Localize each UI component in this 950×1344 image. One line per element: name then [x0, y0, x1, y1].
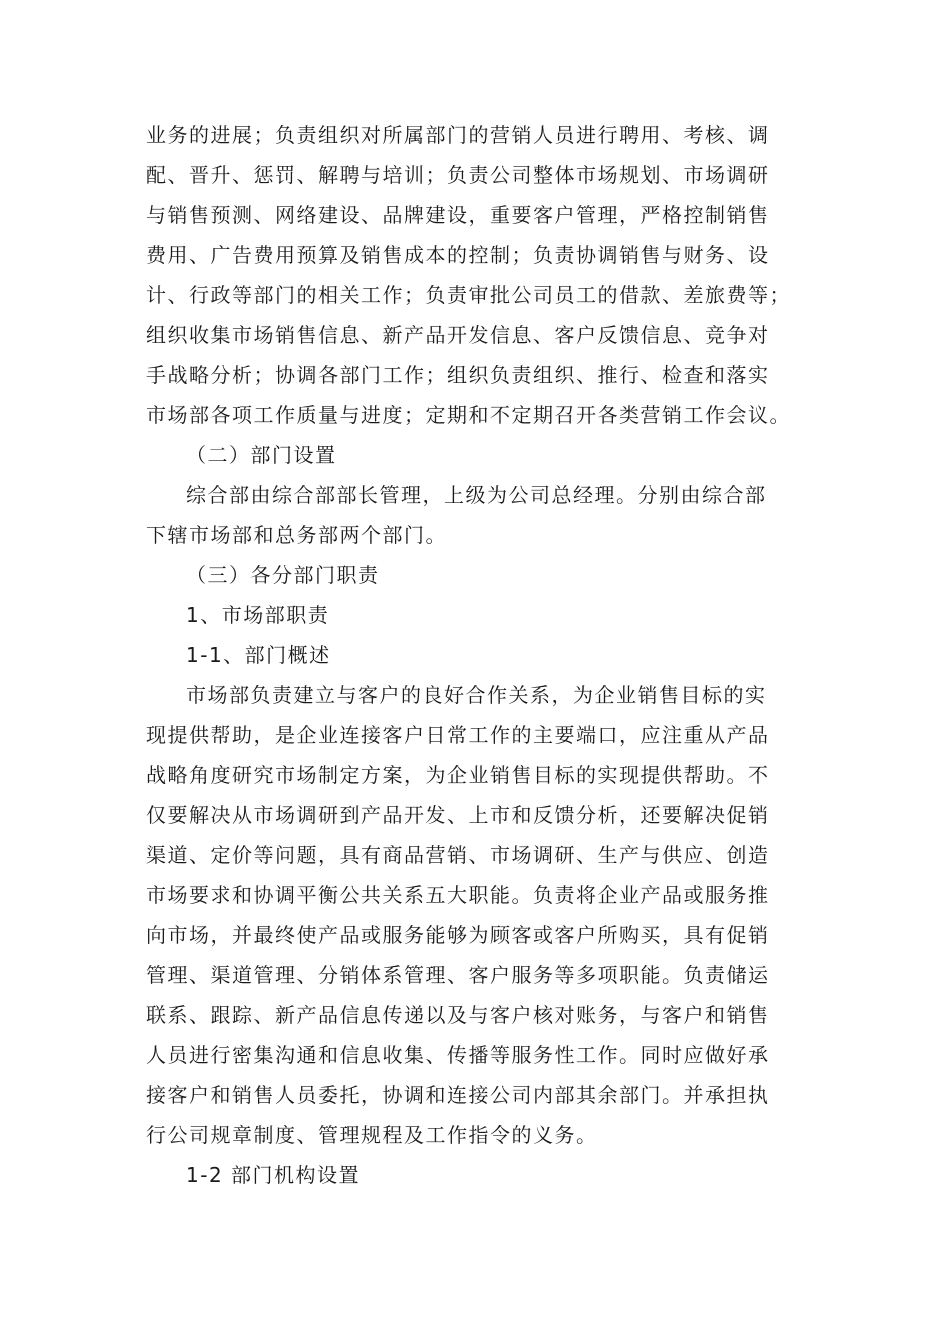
- body-text-line: 手战略分析；协调各部门工作；组织负责组织、推行、检查和落实: [146, 363, 770, 387]
- body-text-line: 综合部由综合部部长管理，上级为公司总经理。分别由综合部: [186, 483, 767, 507]
- body-text-line: 接客户和销售人员委托，协调和连接公司内部其余部门。并承担执: [146, 1083, 770, 1107]
- body-text-line: 管理、渠道管理、分销体系管理、客户服务等多项职能。负责储运: [146, 963, 770, 987]
- body-text-line: 战略角度研究市场制定方案，为企业销售目标的实现提供帮助。不: [146, 763, 770, 787]
- section-heading: （二）部门设置: [186, 443, 337, 467]
- body-text-line: 行公司规章制度、管理规程及工作指令的义务。: [146, 1123, 598, 1147]
- body-text-line: 计、行政等部门的相关工作；负责审批公司员工的借款、差旅费等；: [146, 283, 791, 307]
- body-text-line: 费用、广告费用预算及销售成本的控制；负责协调销售与财务、设: [146, 243, 770, 267]
- body-text-line: 渠道、定价等问题，具有商品营销、市场调研、生产与供应、创造: [146, 843, 770, 867]
- body-text-line: 人员进行密集沟通和信息收集、传播等服务性工作。同时应做好承: [146, 1043, 770, 1067]
- body-text-line: 组织收集市场销售信息、新产品开发信息、客户反馈信息、竞争对: [146, 323, 770, 347]
- subsection-heading: 1、市场部职责: [186, 603, 330, 627]
- body-text-line: 联系、跟踪、新产品信息传递以及与客户核对账务，与客户和销售: [146, 1003, 770, 1027]
- body-text-line: 向市场，并最终使产品或服务能够为顾客或客户所购买，具有促销: [146, 923, 770, 947]
- subsection-heading: 1-2 部门机构设置: [186, 1163, 361, 1187]
- body-text-line: 与销售预测、网络建设、品牌建设，重要客户管理，严格控制销售: [146, 203, 770, 227]
- body-text-line: 仅要解决从市场调研到产品开发、上市和反馈分析，还要解决促销: [146, 803, 770, 827]
- subsection-heading: 1-1、部门概述: [186, 643, 331, 667]
- section-heading: （三）各分部门职责: [186, 563, 380, 587]
- body-text-line: 市场部各项工作质量与进度；定期和不定期召开各类营销工作会议。: [146, 403, 791, 427]
- body-text-line: 市场部负责建立与客户的良好合作关系，为企业销售目标的实: [186, 683, 767, 707]
- body-text-line: 下辖市场部和总务部两个部门。: [146, 523, 447, 547]
- body-text-line: 配、晋升、惩罚、解聘与培训；负责公司整体市场规划、市场调研: [146, 163, 770, 187]
- body-text-line: 业务的进展；负责组织对所属部门的营销人员进行聘用、考核、调: [146, 123, 770, 147]
- body-text-line: 现提供帮助，是企业连接客户日常工作的主要端口，应注重从产品: [146, 723, 770, 747]
- body-text-line: 市场要求和协调平衡公共关系五大职能。负责将企业产品或服务推: [146, 883, 770, 907]
